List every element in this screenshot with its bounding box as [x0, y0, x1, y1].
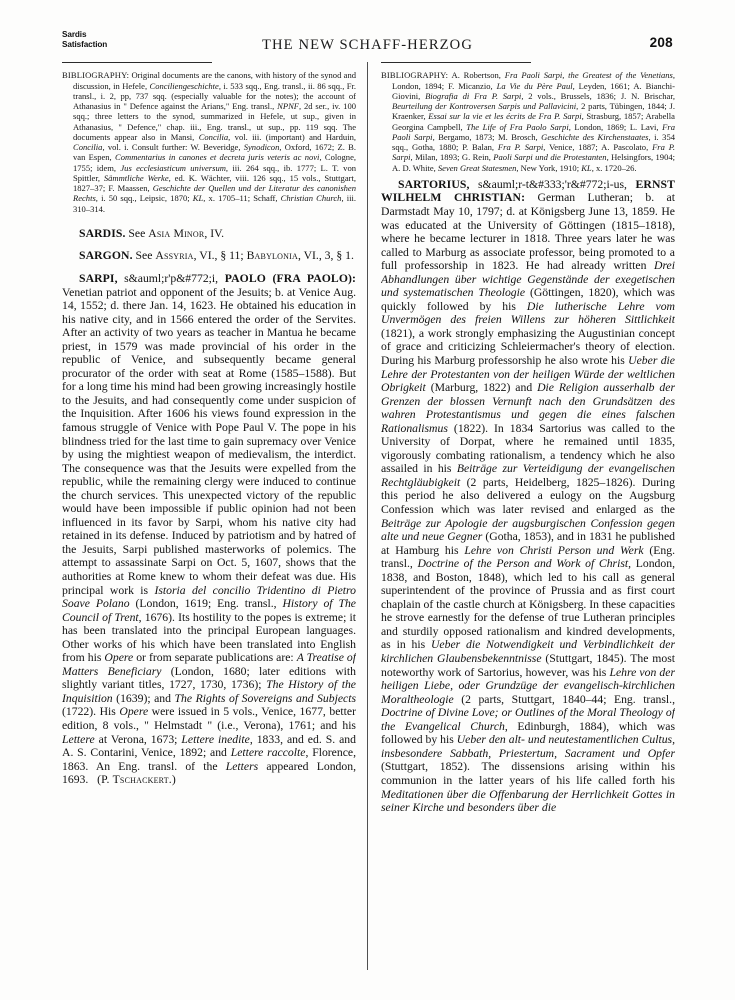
bibliography-label-right: BIBLIOGRAPHY:: [381, 70, 449, 81]
entry-sartorius: [381, 178, 675, 815]
entry-sardis: [62, 227, 356, 241]
bibliography-sarpi: [381, 70, 675, 173]
entry-headword-sarpi: SARPI,: [79, 271, 118, 285]
entry-name-sartorius: ERNST WILHELM CHRISTIAN:: [381, 177, 675, 205]
entry-body-sartorius: German Lutheran; b. at Darmstadt May 10, 1797; d. at Königsberg June 13, 1859. He was educated at the University of Göttingen (1815–1818), where he became lecturer in 1818. Three years later he was called to Marburg as associate professor, being promoted to a full professorship in 1823. He had already written Drei Abhandlungen über wichtige Gegenstände der exegetischen und systematischen Theologie (Göttingen, 1820), which was quickly followed by his Die lutherische Lehre vom Unvermögen des freien Willens zur höheren Sittlichkeit (1821), a work strongly emphasizing the Augustinian concept of grace and criticizing Schleiermacher's theory of election. During his Marburg professorship he also wrote his Ueber die Lehre der Protestanten von der heiligen Würde der weltlichen Obrigkeit (Marburg, 1822) and Die Religion ausserhalb der Grenzen der blossen Vernunft nach den Grundsätzen des wahren Protestantismus und gegen die eines falschen Rationalismus (1822). In 1834 Sartorius was called to the University of Dorpat, where he remained until 1835, vigorously combating rationalism, a tendency which he also assailed in his Beiträge zur Verteidigung der evangelischen Rechtgläubigkeit (2 parts, Heidelberg, 1825–1826). During this period he also delivered a eulogy on the Augsburg Confession which was later revised and enlarged as the Beiträge zur Apologie der augsburgischen Confession gegen alte und neue Gegner (Gotha, 1853), and in 1831 he published at Hamburg his Lehre von Christi Person und Werk (Eng. transl., Doctrine of the Person and Work of Christ, London, 1838, and Boston, 1848), which led to his call as general superintendent of the province of Prussia and as first court chaplain of the castle church at Königsberg. In these capacities he strove earnestly for the defense of true Lutheran principles and sturdily opposed rationalism and kindred developments, as in his Ueber die Notwendigkeit und Verbindlichkeit der kirchlichen Glaubensbekenntnisse (Stuttgart, 1845). The most noteworthy work of Sartorius, however, was his Lehre von der heiligen Liebe, oder Grundzüge der evangelisch-kirchlichen Moraltheologie (2 parts, Stuttgart, 1840–44; Eng. transl., Doctrine of Divine Love; or Outlines of the Moral Theology of the Evangelical Church, Edinburgh, 1884), which was followed by his Ueber den alt- und neutestamentlichen Cultus, insbesondere Sabbath, Priestertum, Sacrament und Opfer (Stuttgart, 1852). The dissensions arising within his communion in the latter years of his life called forth his Meditationen über die Offenbarung der Herrlichkeit Gottes in seiner Kirche und besonders über die: [381, 191, 675, 815]
entry-body-sargon: See Assyria, VI., § 11; Babylonia, VI., 3, § 1.: [132, 249, 354, 263]
bibliography-text: Original documents are the canons, with history of the synod and discussion, in Hefele, Conciliengeschichte, i. 533 sqq., Eng. transl., ii. 86 sqq., Fr. transl., i. 2, pp, 737 sqq. (especially valuable for the notes); the account of Athanasius in " Defence against the Arians," Eng. transl., NPNF, 2d ser., iv. 100 sqq.; three letters to the synod, summarized in Hefele, ut sup., given in Athanasius, " Defence," chap. iii., Eng. transl., ut sup., pp. 119 sqq. The documents appear also in Mansi, Concilia, vol. iii. (important) and Harduin, Concilia, vol. i. Consult further: W. Beveridge, Synodicon, Oxford, 1672; Z. B. van Espen, Commentarius in canones et decreta juris veteris ac novi, Cologne, 1755; idem, Jus ecclesiasticum universum, iii. 264 sqq., ib. 1777; L. T. von Spittler, Sämmtliche Werke, ed. K. Wächter, viii. 126 sqq., 15 vols., Stuttgart, 1827–37; F. Maassen, Geschichte der Quellen und der Literatur des canonishen Rechts, i. 50 sqq., Leipsic, 1870; KL, x. 1705–11; Schaff, Christian Church, iii. 310–314.: [73, 70, 356, 214]
entry-body-sarpi: Venetian patriot and opponent of the Jesuits; b. at Venice Aug. 14, 1552; d. there Jan. 14, 1623. He obtained his education in his native city, and in 1566 entered the order of the Servites. After an activity of two years as teacher in Mantua he became priest, in 1579 was made provincial of his order in the republic of Venice, and subsequently became general procurator of the order with seat at Rome (1585–1588). But for a long time his mind had been growing increasingly hostile to the Jesuits, and had consequently come under suspicion of the Inquisition. After 1606 his views found expression in the famous struggle of Venice with Pope Paul V. The pope in his blindness tried for the last time to gain supremacy over Venice by using the mightiest weapon of medievalism, the interdict. The consequence was that the Jesuits were expelled from the republic, while the remaining clergy were induced to continue the church services. This unexpected victory of the republic would have been impossible if public opinion had not been influenced in its favor by Sarpi, whom his native city had retained in its defense. Induced by patriotism and by hatred of the Jesuits, Sarpi published masterworks of polemics. The attempt to assassinate Sarpi on Oct. 5, 1607, shows that the authorities at Rome knew to whom their defeat was due. His principal work is Istoria del concilio Tridentino di Pietro Soave Polano (London, 1619; Eng. transl., History of The Council of Trent, 1676). Its hostility to the popes is extreme; it has been translated into the principal European languages. Other works of his which have been translated into English from his Opere or from separate publications are: A Treatise of Matters Beneficiary (London, 1680; later editions with slightly variant titles, 1727, 1730, 1736); The History of the Inquisition (1639); and The Rights of Sovereigns and Subjects (1722). His Opere were issued in 5 vols., Venice, 1677, better edition, 8 vols., " Helmstadt " (i.e., Verona), 1761; and his Lettere at Verona, 1673; Lettere inedite, 1833, and ed. S. and A. S. Contarini, Venice, 1892; and Lettere raccolte, Florence, 1863. An Eng. transl. of the Letters appeared London, 1693.: [62, 285, 356, 787]
bibliography-label: BIBLIOGRAPHY:: [62, 70, 130, 81]
bibliography-sardica: [62, 70, 356, 214]
running-head: [62, 30, 673, 58]
entry-name-sarpi: PAOLO (FRA PAOLO):: [218, 271, 356, 285]
entry-headword-sargon: SARGON.: [79, 249, 133, 263]
entry-pronunciation-sarpi: s&auml;r'p&#772;i,: [117, 271, 219, 285]
page-number: 208: [649, 35, 673, 50]
right-column: [381, 62, 675, 974]
book-title: THE NEW SCHAFF-HERZOG: [262, 37, 473, 53]
entry-signature-sarpi: (P. Tschackert.): [97, 773, 177, 787]
entry-pronunciation-sartorius: s&auml;r-t&#333;'r&#772;i-us,: [469, 177, 627, 191]
left-column: [62, 62, 356, 974]
running-head-line-2: Satisfaction: [62, 39, 108, 49]
entry-sarpi: [62, 272, 356, 787]
entry-body-sardis: See Asia Minor, IV.: [125, 226, 225, 240]
entry-headword-sartorius: SARTORIUS,: [398, 177, 470, 191]
entry-sargon: [62, 249, 356, 263]
section-rule: [62, 62, 212, 63]
column-divider: [367, 62, 368, 970]
bibliography-text-right: A. Robertson, Fra Paoli Sarpi, the Greatest of the Venetians, London, 1894; F. Micanzio, La Vie du Père Paul, Leyden, 1661; A. Bianchi-Giovini, Biografia di Fra P. Sarpi, 2 vols., Brussels, 1836; J. N. Brischar, Beurteilung der Kontroversen Sarpis und Pallavicini, 2 parts, Tübingen, 1844; J. Kraenker, Essai sur la vie et les écrits de Fra P. Sarpi, Strasburg, 1857; Arabella Georgina Campbell, The Life of Fra Paolo Sarpi, London, 1869; L. Lavi, Fra Paoli Sarpi, Bergamo, 1873; M. Brosch, Geschichte des Kirchenstaates, i. 354 sqq., Gotha, 1880; P. Balan, Fra P. Sarpi, Venice, 1887; A. Pascolato, Fra P. Sarpi, Milan, 1893; G. Rein, Paoli Sarpi und die Protestanten, Helsingfors, 1904; A. D. White, Seven Great Statesmen, New York, 1910; KL, x. 1720–26.: [392, 70, 675, 173]
section-rule-right: [381, 62, 531, 63]
running-head-line-1: Sardis: [62, 30, 87, 39]
entry-headword-sardis: SARDIS.: [79, 226, 126, 240]
